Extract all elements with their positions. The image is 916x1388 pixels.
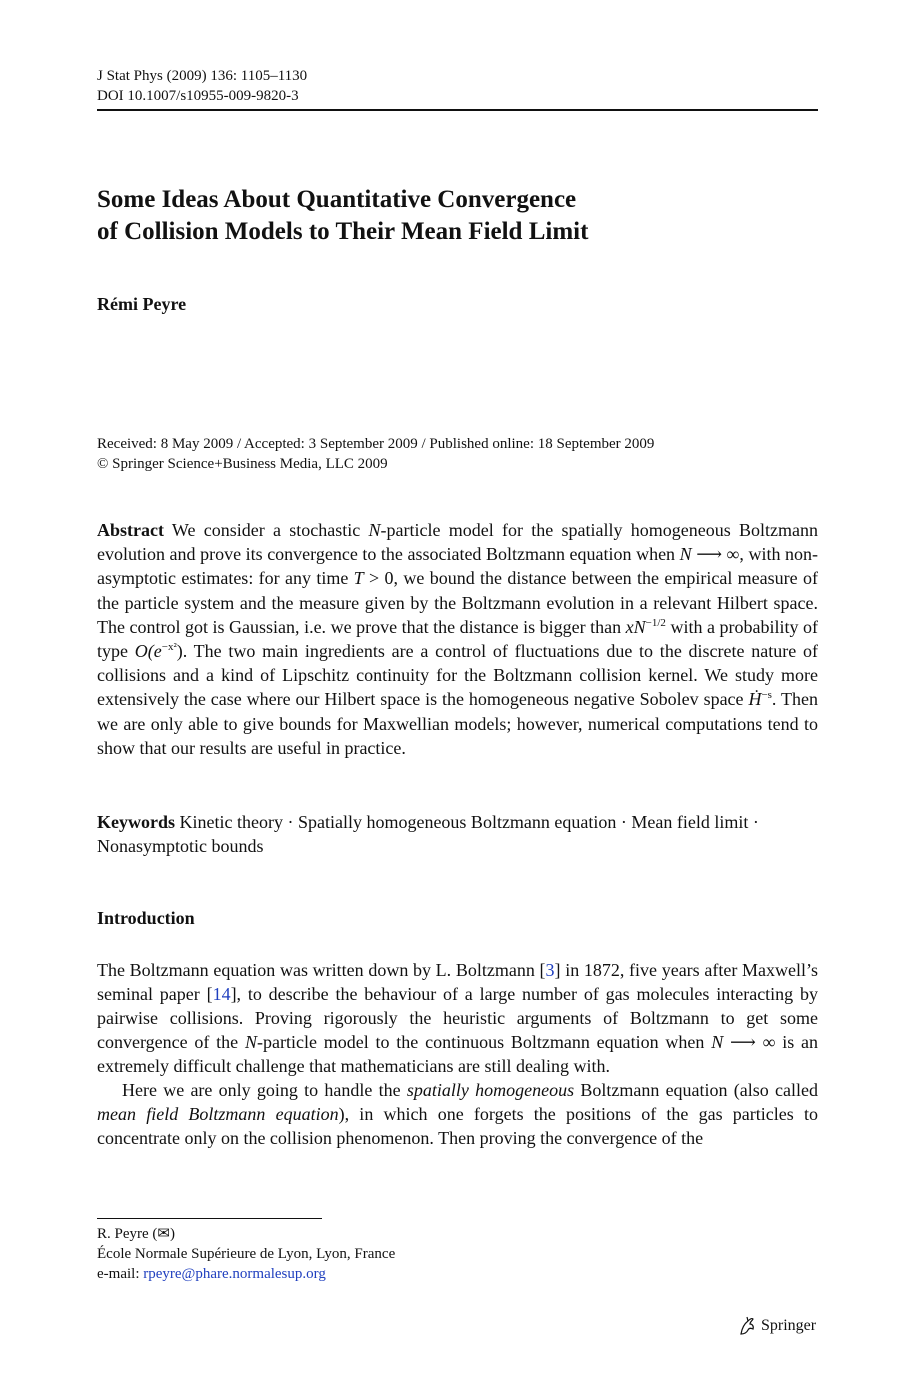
- introduction-body: [97, 958, 818, 1150]
- footnote-rule: [97, 1218, 322, 1219]
- abstract-label: Abstract: [97, 520, 164, 540]
- footnote-name-line: [97, 1224, 395, 1244]
- math-N: N: [679, 544, 692, 565]
- publisher-name: Springer: [761, 1317, 817, 1334]
- header-rule: [97, 109, 818, 111]
- intro-text: -particle model to the continuous Boltzmann equation when: [256, 1032, 712, 1052]
- paper-title: [97, 184, 818, 248]
- email-link[interactable]: rpeyre@phare.normalesup.org: [143, 1266, 326, 1282]
- emphasis: mean field Boltzmann equation: [97, 1104, 339, 1124]
- title-line-2: of Collision Models to Their Mean Field Limit: [97, 218, 589, 245]
- copyright-line: © Springer Science+Business Media, LLC 2009: [97, 456, 388, 472]
- abstract-text: -particle model for the spatially homogeneous Boltzmann evolution and prove its convergence to the associated Boltzmann equation when: [97, 520, 818, 565]
- footnote-paren: ): [169, 1226, 175, 1242]
- intro-text: ), in which one forgets the positions of the gas particles to concentrate only on the collision phenomenon. Then proving the convergence of the: [97, 1104, 818, 1148]
- abstract: [97, 518, 818, 760]
- footnote-author: R. Peyre (: [97, 1226, 158, 1242]
- abstract-text: We consider a stochastic: [163, 520, 369, 540]
- math-N: N: [368, 520, 381, 540]
- author-name: Rémi Peyre: [97, 294, 187, 314]
- journal-citation: J Stat Phys (2009) 136: 1105–1130: [97, 68, 308, 84]
- title-line-1: Some Ideas About Quantitative Convergence: [97, 186, 577, 213]
- math-exp-base: (e: [147, 641, 162, 662]
- publisher-logo: [738, 1316, 816, 1336]
- abstract-text: > 0, we bound the distance between the empirical measure of the particle system and the measure given by the Boltzmann evolution in a relevant Hilbert space. The control got is Gaussian, i.e. we prove that the distance is bigger than: [97, 568, 818, 637]
- math-N: N: [244, 1032, 257, 1052]
- abstract-text: with a probability of type: [97, 616, 818, 662]
- affiliation: École Normale Supérieure de Lyon, Lyon, France: [97, 1246, 396, 1262]
- math-H: Ḣ: [748, 689, 762, 710]
- keywords: [97, 810, 818, 858]
- abstract-text: , with non-asymptotic estimates: for any time: [97, 544, 818, 589]
- intro-text: ] in 1872, five years after Maxwell’s seminal paper [: [97, 960, 818, 1004]
- intro-paragraph-2: [97, 1078, 818, 1150]
- intro-text: ], to describe the behaviour of a large number of gas molecules interacting by pairwise collisions. Proving rigorously the heuristic arguments of Boltzmann to get some convergence of the: [97, 984, 818, 1052]
- publication-dates: [97, 434, 654, 474]
- section-title-introduction: Introduction: [97, 908, 195, 928]
- math-N: N: [711, 1032, 724, 1052]
- abstract-text: ). The two main ingredients are a control of fluctuations due to the discrete nature of collisions and a kind of Lipschitz continuity for the Boltzmann collision kernel. We study more extensively the case where our Hilbert space is the homogeneous negative Sobolev space: [97, 641, 818, 710]
- citation-link[interactable]: 3: [545, 960, 555, 980]
- intro-paragraph-1: [97, 958, 818, 1078]
- email-line: [97, 1264, 395, 1284]
- email-label: e-mail:: [97, 1266, 144, 1282]
- citation-link[interactable]: 14: [212, 984, 231, 1004]
- math-O: O: [134, 641, 148, 662]
- keywords-label: Keywords: [97, 812, 175, 832]
- abstract-text: . Then we are only able to give bounds for Maxwellian models; however, numerical computations tend to show that our results are useful in practice.: [97, 689, 818, 758]
- math-exponent: −x²: [161, 641, 177, 654]
- doi-line: DOI 10.1007/s10955-009-9820-3: [97, 88, 299, 104]
- math-xN: xN: [625, 616, 646, 637]
- math-arrow: ⟶ ∞: [691, 544, 740, 565]
- received-accepted-line: Received: 8 May 2009 / Accepted: 3 September 2009 / Published online: 18 September 2009: [97, 436, 655, 452]
- keywords-text: Kinetic theory · Spatially homogeneous Boltzmann equation · Mean field limit · Nonasymptotic bounds: [97, 812, 759, 856]
- math-exponent: −1/2: [645, 616, 666, 629]
- emphasis: spatially homogeneous: [406, 1080, 575, 1100]
- intro-text: Boltzmann equation (also called: [574, 1080, 818, 1100]
- intro-text: The Boltzmann equation was written down by L. Boltzmann [: [97, 960, 546, 980]
- springer-horse-icon: [738, 1316, 756, 1336]
- intro-text: ⟶ ∞ is an extremely difficult challenge that mathematicians are still dealing with.: [97, 1032, 818, 1076]
- math-exponent: −s: [761, 689, 772, 702]
- intro-text: Here we are only going to handle the: [122, 1080, 407, 1100]
- math-T: T: [353, 568, 364, 589]
- journal-header: [97, 66, 307, 106]
- author-footnote: [97, 1224, 395, 1284]
- envelope-icon: ✉: [157, 1226, 170, 1242]
